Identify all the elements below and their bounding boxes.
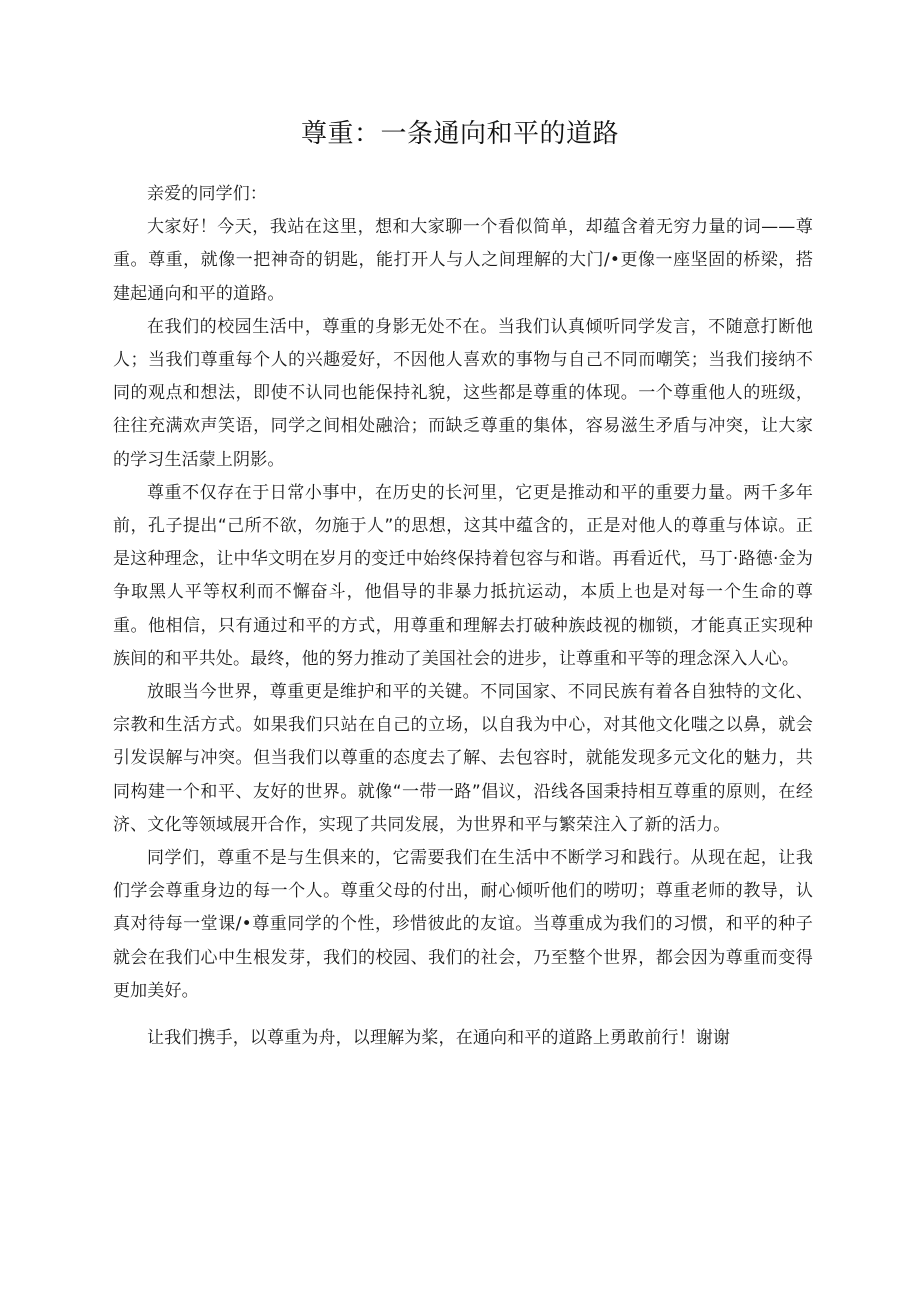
salutation: 亲爱的同学们：: [147, 184, 268, 204]
speech-body: [113, 178, 813, 1055]
paragraph-closing: 让我们携手，以尊重为舟，以理解为桨，在通向和平的道路上勇敢前行！谢谢: [147, 1028, 731, 1049]
paragraph-world: 放眼当今世界，尊重更是维护和平的关键。不同国家、不同民族有着各自独特的文化、宗教和生活方式。如果我们只站在自己的立场，以自我为中心，对其他文化嗤之以鼻，就会引发误解与冲突。但当我们以尊重的态度去了解、去包容时，就能发现多元文化的魅力，共同构建一个和平、友好的世界。就像“一带一路”倡议，沿线各国秉持相互尊重的原则，在经济、文化等领域展开合作，实现了共同发展，为世界和平与繁荣注入了新的活力。: [113, 682, 813, 835]
paragraph-call-to-action: 同学们，尊重不是与生俱来的，它需要我们在生活中不断学习和践行。从现在起，让我们学会尊重身边的每一个人。尊重父母的付出，耐心倾听他们的唠叨；尊重老师的教导，认真对待每一堂课/•尊重同学的个性，珍惜彼此的友谊。当尊重成为我们的习惯，和平的种子就会在我们心中生根发芽，我们的校园、我们的社会，乃至整个世界，都会因为尊重而变得更加美好。: [113, 848, 813, 1001]
page-title: 尊重：一条通向和平的道路: [300, 119, 619, 149]
paragraph-campus: 在我们的校园生活中，尊重的身影无处不在。当我们认真倾听同学发言，不随意打断他人；当我们尊重每个人的兴趣爱好，不因他人喜欢的事物与自己不同而嘲笑；当我们接纳不同的观点和想法，即使不认同也能保持礼貌，这些都是尊重的体现。一个尊重他人的班级，往往充满欢声笑语，同学之间相处融洽；而缺乏尊重的集体，容易滋生矛盾与冲突，让大家的学习生活蒙上阴影。: [113, 316, 813, 470]
paragraph-greeting: 大家好！今天，我站在这里，想和大家聊一个看似简单，却蕴含着无穷力量的词——尊重。尊重，就像一把神奇的钥匙，能打开人与人之间理解的大门/•更像一座坚固的桥梁，搭建起通向和平的道路。: [113, 217, 813, 304]
paragraph-history: 尊重不仅存在于日常小事中，在历史的长河里，它更是推动和平的重要力量。两千多年前，孔子提出“己所不欲，勿施于人”的思想，这其中蕴含的，正是对他人的尊重与体谅。正是这种理念，让中华文明在岁月的变迁中始终保持着包容与和谐。再看近代，马丁·路德·金为争取黑人平等权利而不懈奋斗，他倡导的非暴力抵抗运动，本质上也是对每一个生命的尊重。他相信，只有通过和平的方式，用尊重和理解去打破种族歧视的枷锁，才能真正实现种族间的和平共处。最终，他的努力推动了美国社会的进步，让尊重和平等的理念深入人心。: [113, 482, 813, 669]
